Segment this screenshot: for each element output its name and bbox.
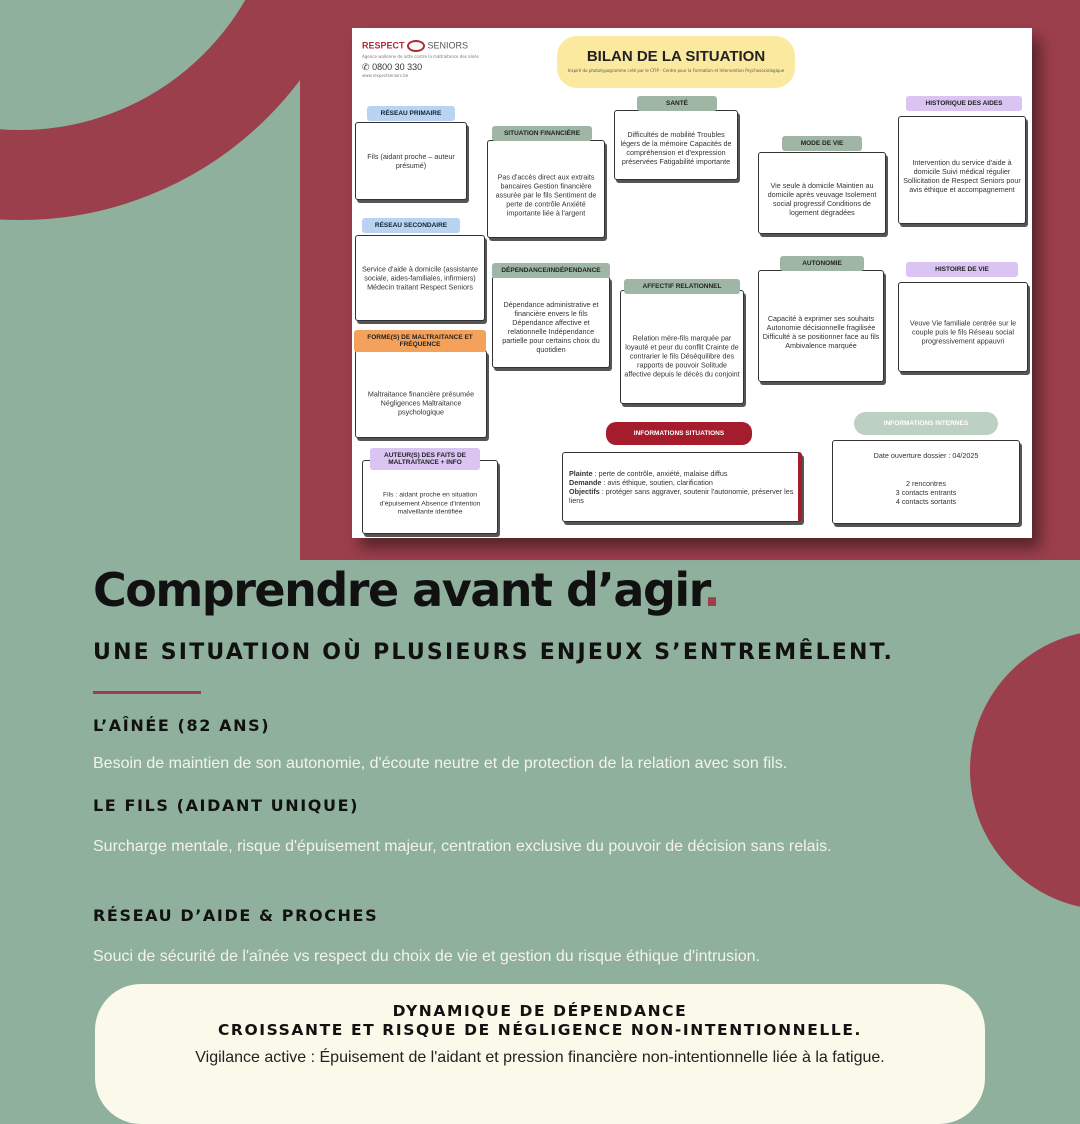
- item-reseau-title: RÉSEAU D’AIDE & PROCHES: [93, 906, 379, 925]
- headline-text: Comprendre avant d’agir: [93, 563, 704, 617]
- item-fils-title: LE FILS (AIDANT UNIQUE): [93, 796, 360, 815]
- callout-title-line1: DYNAMIQUE DE DÉPENDANCE: [392, 1002, 688, 1020]
- maltraitance-label: FORME(S) DE MALTRAITANCE ET FRÉQUENCE: [354, 330, 486, 352]
- document-title: BILAN DE LA SITUATION: [586, 48, 766, 65]
- respect-seniors-logo: [362, 40, 482, 78]
- situation-document: [352, 28, 1032, 538]
- maltraitance-box: [355, 350, 487, 438]
- autonomie-label: AUTONOMIE: [780, 256, 864, 271]
- vigilance-callout: [95, 984, 985, 1124]
- headline: [93, 563, 719, 617]
- rencontres-count: 2 rencontres: [906, 479, 946, 488]
- histoire-vie-text: Veuve Vie familiale centrée sur le couple puis le fils Réseau social progressivement appauvri: [909, 318, 1017, 346]
- logo-tagline: Agence wallonne de lutte contre la maltraitance des aînés: [362, 54, 479, 59]
- reseau-primaire-text: Fils (aidant proche – auteur présumé): [367, 152, 455, 170]
- decorative-blob: [970, 630, 1080, 910]
- auteurs-label: AUTEUR(S) DES FAITS DE MALTRAITANCE + INFO: [370, 448, 480, 470]
- document-title-note: Inspiré du phototypogramme créé par le CFIP - Centre pour la Formation et Intervention Psychosociologique: [567, 68, 785, 73]
- plainte-key: Plainte: [569, 469, 593, 478]
- logo-website: www.respectseniors.be: [362, 73, 409, 78]
- historique-aides-box: [898, 116, 1026, 224]
- callout-text: Vigilance active : Épuisement de l'aidant et pression financière non-intentionnelle liée à la fatigue.: [195, 1049, 885, 1066]
- maltraitance-text: Maltraitance financière présumée Négligences Maltraitance psychologique: [367, 389, 475, 417]
- dependance-text: Dépendance administrative et financière envers le fils Dépendance affective et relationnelle Indépendance partielle pour certains choix du quotidien: [502, 300, 600, 355]
- affectif-text: Relation mère-fils marquée par loyauté et peur du conflit Crainte de contrarier le fils Déséquilibre des rapports de pouvoir Solitude affective depuis le décès du conjoint: [624, 333, 740, 379]
- informations-internes-box: [832, 440, 1020, 524]
- auteurs-box: [362, 460, 498, 534]
- mode-de-vie-text: Vie seule à domicile Maintien au domicile après veuvage Isolement social progressif Conditions de logement dégradées: [767, 181, 877, 218]
- item-ainee-body: Besoin de maintien de son autonomie, d'écoute neutre et de protection de la relation avec son fils.: [93, 755, 788, 772]
- subheadline: UNE SITUATION OÙ PLUSIEURS ENJEUX S’ENTREMÊLENT.: [93, 640, 895, 665]
- callout-title-line2: CROISSANTE ET RISQUE DE NÉGLIGENCE NON-INTENTIONNELLE.: [217, 1021, 863, 1039]
- mode-de-vie-label: MODE DE VIE: [782, 136, 862, 151]
- informations-situations-label: INFORMATIONS SITUATIONS: [606, 422, 752, 445]
- sante-text: Difficultés de mobilité Troubles légers de la mémoire Capacités de compréhension et d'expression préservées Fatigabilité importante: [620, 130, 732, 167]
- situation-financiere-text: Pas d'accès direct aux extraits bancaires Gestion financière assurée par le fils Sentiment de perte de contrôle Anxiété importante liée à l'argent: [495, 172, 597, 218]
- dependance-label: DÉPENDANCE/INDÉPENDANCE: [492, 263, 610, 278]
- affectif-label: AFFECTIF RELATIONNEL: [624, 279, 740, 294]
- demande-value: : avis éthique, soutien, clarification: [601, 478, 713, 487]
- histoire-vie-label: HISTOIRE DE VIE: [906, 262, 1018, 277]
- objectifs-key: Objectifs: [569, 487, 600, 496]
- objectifs-value: : protéger sans aggraver, soutenir l'autonomie, préserver les liens: [569, 487, 794, 505]
- plainte-value: : perte de contrôle, anxiété, malaise diffus: [592, 469, 728, 478]
- item-ainee-title: L’AÎNÉE (82 ANS): [93, 716, 271, 735]
- mode-de-vie-box: [758, 152, 886, 234]
- sante-box: [614, 110, 738, 180]
- logo-brand-left: RESPECT: [362, 40, 405, 51]
- contacts-sortants-count: 4 contacts sortants: [895, 497, 957, 506]
- phone-icon: ✆: [362, 62, 370, 72]
- item-reseau-body: Souci de sécurité de l'aînée vs respect du choix de vie et gestion du risque éthique d'intrusion.: [93, 948, 760, 965]
- reseau-secondaire-label: RÉSEAU SECONDAIRE: [362, 218, 460, 233]
- historique-aides-label: HISTORIQUE DES AIDES: [906, 96, 1022, 111]
- demande-key: Demande: [569, 478, 602, 487]
- logo-phone: 0800 30 330: [372, 62, 423, 72]
- auteurs-text: Fils : aidant proche en situation d'épuisement Absence d'intention malveillante identifiée: [379, 491, 481, 516]
- autonomie-box: [758, 270, 884, 382]
- affectif-box: [620, 290, 744, 404]
- document-title-banner: [557, 36, 795, 88]
- situation-financiere-box: [487, 140, 605, 238]
- reseau-secondaire-text: Service d'aide à domicile (assistante sociale, aides-familiales, infirmiers) Médecin traitant Respect Seniors: [361, 264, 479, 292]
- item-fils-body: Surcharge mentale, risque d'épuisement majeur, centration exclusive du pouvoir de décision sans relais.: [93, 838, 832, 855]
- logo-icon: [407, 40, 425, 52]
- reseau-primaire-label: RÉSEAU PRIMAIRE: [367, 106, 455, 121]
- histoire-vie-box: [898, 282, 1028, 372]
- date-ouverture: Date ouverture dossier : 04/2025: [873, 451, 979, 460]
- contacts-entrants-count: 3 contacts entrants: [895, 488, 957, 497]
- situation-financiere-label: SITUATION FINANCIÈRE: [492, 126, 592, 141]
- logo-brand-right: SENIORS: [427, 40, 469, 51]
- accent-divider: [93, 691, 201, 694]
- informations-internes-label: INFORMATIONS INTERNES: [854, 412, 998, 435]
- reseau-secondaire-box: [355, 235, 485, 321]
- dependance-box: [492, 276, 610, 368]
- historique-aides-text: Intervention du service d'aide à domicile Suivi médical régulier Sollicitation de Respect Seniors pour avis éthique et accompagnement: [903, 158, 1021, 195]
- reseau-primaire-box: [355, 122, 467, 200]
- sante-label: SANTÉ: [637, 96, 717, 111]
- autonomie-text: Capacité à exprimer ses souhaits Autonomie décisionnelle fragilisée Difficulté à se positionner face au fils Ambivalence marquée: [762, 313, 880, 350]
- headline-dot: .: [703, 563, 720, 617]
- informations-situations-box: [562, 452, 802, 522]
